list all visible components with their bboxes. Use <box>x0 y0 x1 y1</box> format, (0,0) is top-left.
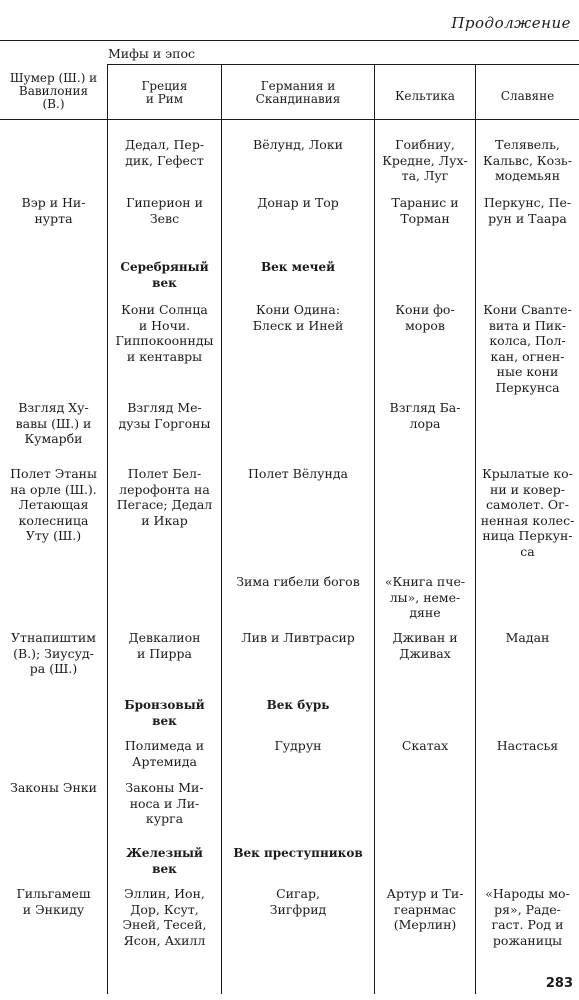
table-cell: Вёлунд, Локи <box>253 137 343 152</box>
table-cell: Гоибниу, Кредне, Лух- та, Луг <box>382 137 468 183</box>
table-cell: Кони Одина: Блеск и Иней <box>252 302 344 333</box>
table-cell: «Книга пче- лы», неме- дяне <box>384 574 466 620</box>
column-header: Германия и Скандинавия <box>255 79 341 106</box>
table-cell: Перкунс, Пе- рун и Таара <box>483 195 572 226</box>
table-cell: Кони фо- моров <box>395 302 455 333</box>
column-header: Кельтика <box>395 89 455 103</box>
table-cell: Взгляд Ху- вавы (Ш.) и Кумарби <box>15 400 92 446</box>
era-heading: Железный век <box>126 846 203 876</box>
running-header: Продолжение <box>451 14 571 32</box>
group-rule <box>108 64 579 65</box>
table-cell: Мадан <box>505 630 550 645</box>
column-header: Шумер (Ш.) и Вавилония (В.) <box>9 71 98 111</box>
table-cell: Крылатые ко- ни и ковер- самолет. Ог- ненная колес- ница Перкун- са <box>480 466 575 559</box>
table-cell: Кони Свanте- вита и Пик- колса, Пол- кан, огнен- ные кони Перкунса <box>483 302 572 395</box>
column-header: Греция и Рим <box>141 79 188 106</box>
era-heading: Серебряный век <box>120 260 209 290</box>
table-cell: Кони Солнца и Ночи. Гиппокооннды и кентавры <box>115 302 214 364</box>
era-heading: Бронзовый век <box>124 698 205 728</box>
table-cell: Полет Этаны на орле (Ш.). Летающая колесница Уту (Ш.) <box>10 466 97 543</box>
table-cell: Таранис и Торман <box>391 195 459 226</box>
table-cell: Зима гибели богов <box>236 574 360 589</box>
header-bottom-rule <box>0 119 579 120</box>
table-cell: Телявель, Кальвс, Козь- модемьян <box>483 137 572 183</box>
table-cell: Утнапиштим (В.); Зиусуд- ра (Ш.) <box>11 630 96 676</box>
table-cell: Эллин, Ион, Дор, Ксут, Эней, Тесей, Ясон, Ахилл <box>122 886 207 948</box>
table-cell: Вэр и Ни- нурта <box>21 195 86 226</box>
table-cell: Полет Вёлунда <box>247 466 348 481</box>
table-cell: Полет Бел- лерофонта на Пегасе; Дедал и Икар <box>116 466 213 528</box>
table-cell: Полимеда и Артемида <box>124 738 205 769</box>
table-cell: Лив и Ливтрасир <box>241 630 355 645</box>
table-cell: Взгляд Ме- дузы Горгоны <box>118 400 211 431</box>
table-cell: Законы Энки <box>10 780 97 795</box>
table-cell: Сигар, Зигфрид <box>269 886 327 917</box>
table-cell: Взгляд Ба- лора <box>389 400 461 431</box>
era-heading: Век мечей <box>261 260 335 274</box>
column-header: Славяне <box>500 89 555 103</box>
table-cell: Гильгамеш и Энкиду <box>16 886 91 917</box>
table-cell: Настасья <box>496 738 559 753</box>
table-cell: Законы Ми- носа и Ли- курга <box>125 780 204 826</box>
table-cell: Донар и Тор <box>257 195 339 210</box>
group-header: Мифы и эпос <box>108 46 195 61</box>
table-cell: Гудрун <box>274 738 322 753</box>
table-cell: Гиперион и Зевс <box>126 195 203 226</box>
era-heading: Век преступников <box>233 846 363 860</box>
page-number: 283 <box>545 976 573 991</box>
top-rule <box>0 40 579 41</box>
table-cell: «Народы мо- ря», Раде- гаст. Род и рожаницы <box>485 886 570 948</box>
era-heading: Век бурь <box>266 698 330 712</box>
table-cell: Скатах <box>401 738 449 753</box>
table-cell: Дедал, Пер- дик, Гефест <box>124 137 205 168</box>
table-cell: Дживан и Дживах <box>392 630 458 661</box>
table-cell: Девкалион и Пирра <box>128 630 201 661</box>
table-cell: Артур и Ти- геарнмас (Мерлин) <box>386 886 464 932</box>
